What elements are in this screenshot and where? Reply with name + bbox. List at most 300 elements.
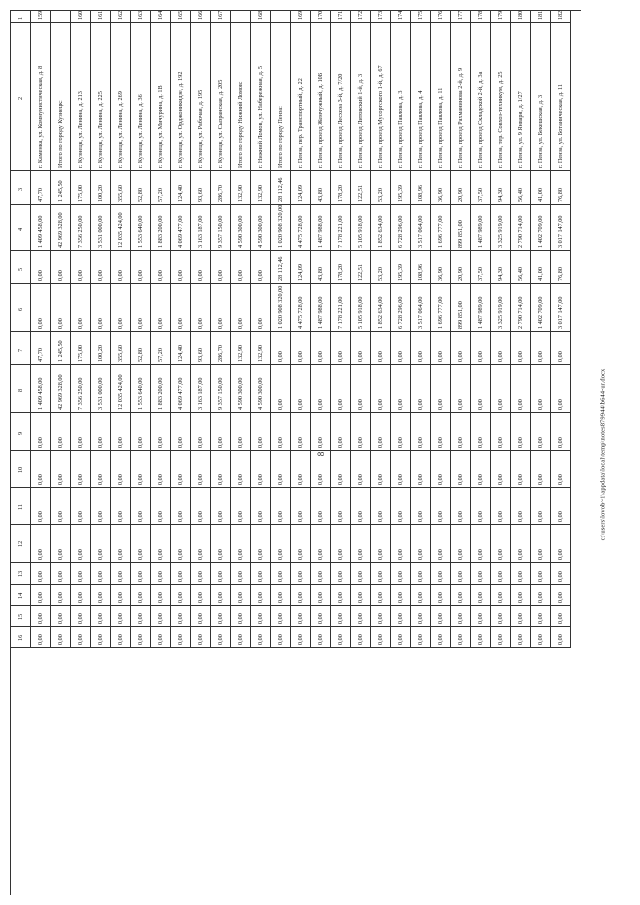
value-cell: 0,00 — [111, 585, 131, 606]
row-number-cell: 179 — [491, 11, 511, 23]
value-cell: 0,00 — [91, 284, 111, 332]
value-cell: 0,00 — [111, 563, 131, 585]
header-cell: 2 — [11, 23, 31, 171]
value-cell: 0,00 — [491, 365, 511, 413]
header-cell: 1 — [11, 11, 31, 23]
value-cell: 0,00 — [431, 365, 451, 413]
value-cell: 0,00 — [291, 585, 311, 606]
row-number-cell: 164 — [151, 11, 171, 23]
value-cell: 1 245,50 — [51, 332, 71, 365]
value-cell: 0,00 — [431, 563, 451, 585]
value-cell: 1 245,50 — [51, 171, 71, 205]
value-cell: 0,00 — [511, 332, 531, 365]
value-cell: 0,00 — [531, 563, 551, 585]
value-cell: 0,00 — [31, 284, 51, 332]
value-cell: 0,00 — [291, 413, 311, 451]
value-cell: 0,00 — [351, 627, 371, 648]
address-cell: г. Пенза, проезд Рахманинова 2-й, д. 9 — [451, 23, 471, 171]
value-cell: 3 325 919,00 — [491, 205, 511, 251]
value-cell: 132,90 — [231, 332, 251, 365]
address-cell: г. Пенза, ул. Ботаническая, д. 11 — [551, 23, 571, 171]
header-cell: 13 — [11, 563, 31, 585]
value-cell: 0,00 — [211, 284, 231, 332]
value-cell: 0,00 — [231, 451, 251, 488]
address-cell: г. Кузнецк, ул. Рабочая, д. 195 — [191, 23, 211, 171]
address-cell: г. Пенза, ул. 9 Января, д. 1/27 — [511, 23, 531, 171]
header-cell: 12 — [11, 525, 31, 563]
value-cell: 0,00 — [551, 627, 571, 648]
value-cell: 1 696 777,00 — [431, 284, 451, 332]
value-cell: 0,00 — [491, 525, 511, 563]
value-cell: 0,00 — [311, 563, 331, 585]
value-cell: 0,00 — [291, 365, 311, 413]
value-cell: 0,00 — [431, 525, 451, 563]
value-cell: 0,00 — [471, 488, 491, 525]
value-cell: 0,00 — [551, 563, 571, 585]
value-cell: 0,00 — [291, 627, 311, 648]
value-cell: 0,00 — [371, 413, 391, 451]
value-cell: 0,00 — [111, 451, 131, 488]
address-cell: г. Кузнецк, ул. Мичурина, д. 1В — [151, 23, 171, 171]
header-cell: 15 — [11, 606, 31, 627]
value-cell: 52,80 — [131, 332, 151, 365]
value-cell: 57,20 — [151, 332, 171, 365]
value-cell: 122,51 — [351, 251, 371, 284]
value-cell: 0,00 — [451, 627, 471, 648]
value-cell: 37,50 — [471, 251, 491, 284]
value-cell: 0,00 — [331, 606, 351, 627]
value-cell: 53,20 — [371, 251, 391, 284]
value-cell: 100,20 — [91, 332, 111, 365]
value-cell: 0,00 — [51, 451, 71, 488]
value-cell: 0,00 — [91, 525, 111, 563]
value-cell: 0,00 — [131, 251, 151, 284]
value-cell: 0,00 — [211, 563, 231, 585]
value-cell: 56,40 — [511, 251, 531, 284]
address-cell: г. Пенза, проезд Павлова, д. 11 — [431, 23, 451, 171]
value-cell: 0,00 — [191, 284, 211, 332]
footer-file-path: c:\users\lovob~1\appdata\local\temp\notes879944\b644-ur.docx — [599, 368, 607, 540]
value-cell: 0,00 — [231, 413, 251, 451]
value-cell: 0,00 — [471, 332, 491, 365]
address-cell: г. Пенза, проезд Павлова, д. 3 — [391, 23, 411, 171]
value-cell: 0,00 — [191, 627, 211, 648]
address-cell: Итого по городу Пенза: — [271, 23, 291, 171]
value-cell: 0,00 — [371, 488, 391, 525]
value-cell: 0,00 — [71, 251, 91, 284]
value-cell: 0,00 — [111, 627, 131, 648]
value-cell: 9 357 150,00 — [211, 205, 231, 251]
value-cell: 0,00 — [111, 284, 131, 332]
row-number-cell: 170 — [311, 11, 331, 23]
value-cell: 1 020 908 320,00 — [271, 205, 291, 251]
value-cell: 0,00 — [311, 585, 331, 606]
value-cell: 0,00 — [91, 563, 111, 585]
value-cell: 0,00 — [531, 585, 551, 606]
value-cell: 124,40 — [171, 332, 191, 365]
value-cell: 0,00 — [531, 525, 551, 563]
value-cell: 0,00 — [191, 563, 211, 585]
value-cell: 0,00 — [331, 585, 351, 606]
value-cell: 108,96 — [411, 251, 431, 284]
value-cell: 0,00 — [291, 525, 311, 563]
value-cell: 93,60 — [191, 171, 211, 205]
value-cell: 0,00 — [231, 606, 251, 627]
value-cell: 0,00 — [391, 488, 411, 525]
value-cell: 2 790 714,00 — [511, 284, 531, 332]
value-cell: 0,00 — [511, 563, 531, 585]
value-cell: 0,00 — [151, 585, 171, 606]
value-cell: 132,90 — [251, 332, 271, 365]
address-cell: г. Каменка, ул. Коммунистическая, д. 8 — [31, 23, 51, 171]
value-cell: 1 883 200,00 — [151, 365, 171, 413]
header-cell: 10 — [11, 451, 31, 488]
value-cell: 0,00 — [211, 585, 231, 606]
value-cell: 76,80 — [551, 171, 571, 205]
value-cell: 0,00 — [531, 365, 551, 413]
value-cell: 0,00 — [471, 451, 491, 488]
value-cell: 0,00 — [271, 525, 291, 563]
value-cell: 0,00 — [411, 563, 431, 585]
value-cell: 0,00 — [451, 332, 471, 365]
value-cell: 0,00 — [531, 627, 551, 648]
value-cell: 6 728 296,00 — [391, 284, 411, 332]
value-cell: 0,00 — [371, 585, 391, 606]
header-cell: 16 — [11, 627, 31, 648]
value-cell: 0,00 — [491, 488, 511, 525]
value-cell: 1 852 634,00 — [371, 284, 391, 332]
value-cell: 0,00 — [131, 413, 151, 451]
value-cell: 0,00 — [391, 563, 411, 585]
value-cell: 0,00 — [131, 585, 151, 606]
value-cell: 0,00 — [191, 585, 211, 606]
value-cell: 0,00 — [31, 563, 51, 585]
value-cell: 0,00 — [451, 488, 471, 525]
value-cell: 0,00 — [171, 451, 191, 488]
value-cell: 1 553 640,00 — [131, 365, 151, 413]
value-cell: 195,39 — [391, 251, 411, 284]
value-cell: 0,00 — [191, 451, 211, 488]
value-cell: 0,00 — [511, 365, 531, 413]
value-cell: 0,00 — [471, 563, 491, 585]
value-cell: 0,00 — [451, 585, 471, 606]
value-cell: 0,00 — [391, 332, 411, 365]
value-cell: 0,00 — [311, 365, 331, 413]
value-cell: 0,00 — [391, 606, 411, 627]
value-cell: 0,00 — [411, 332, 431, 365]
value-cell: 3 517 064,00 — [411, 284, 431, 332]
value-cell: 52,80 — [131, 171, 151, 205]
row-number-cell: 166 — [191, 11, 211, 23]
value-cell: 0,00 — [131, 563, 151, 585]
value-cell: 0,00 — [451, 413, 471, 451]
value-cell: 0,00 — [111, 488, 131, 525]
value-cell: 0,00 — [51, 525, 71, 563]
value-cell: 6 728 296,00 — [391, 205, 411, 251]
value-cell: 0,00 — [151, 606, 171, 627]
value-cell: 0,00 — [371, 525, 391, 563]
value-cell: 124,09 — [291, 251, 311, 284]
address-cell: г. Пенза, пер. Транспортный, д. 22 — [291, 23, 311, 171]
header-cell: 3 — [11, 171, 31, 205]
value-cell: 0,00 — [131, 451, 151, 488]
value-cell: 178,20 — [331, 171, 351, 205]
value-cell: 0,00 — [131, 488, 151, 525]
address-cell: г. Пенза, проезд Литовский 1-й, д. 3 — [351, 23, 371, 171]
value-cell: 0,00 — [231, 284, 251, 332]
value-cell: 0,00 — [271, 585, 291, 606]
value-cell: 122,51 — [351, 171, 371, 205]
value-cell: 0,00 — [551, 365, 571, 413]
value-cell: 0,00 — [211, 413, 231, 451]
value-cell: 0,00 — [551, 585, 571, 606]
row-number-cell: 173 — [371, 11, 391, 23]
value-cell: 0,00 — [291, 606, 311, 627]
row-number-cell: 176 — [431, 11, 451, 23]
value-cell: 0,00 — [171, 563, 191, 585]
value-cell: 0,00 — [511, 606, 531, 627]
value-cell: 0,00 — [291, 488, 311, 525]
value-cell: 0,00 — [351, 488, 371, 525]
address-cell: Итого по городу Нижний Ломов: — [231, 23, 251, 171]
value-cell: 4 475 728,00 — [291, 284, 311, 332]
value-cell: 0,00 — [171, 606, 191, 627]
row-number-cell: 177 — [451, 11, 471, 23]
address-cell: г. Пенза, тер. Совхоз-техникум, д. 25 — [491, 23, 511, 171]
value-cell: 0,00 — [471, 627, 491, 648]
value-cell: 0,00 — [251, 284, 271, 332]
header-cell: 11 — [11, 488, 31, 525]
value-cell: 7 178 221,00 — [331, 284, 351, 332]
value-cell: 0,00 — [71, 627, 91, 648]
row-number-cell: 175 — [411, 11, 431, 23]
value-cell: 0,00 — [171, 488, 191, 525]
value-cell: 0,00 — [371, 365, 391, 413]
value-cell: 0,00 — [231, 488, 251, 525]
value-cell: 0,00 — [471, 413, 491, 451]
value-cell: 0,00 — [491, 627, 511, 648]
row-number-cell: 168 — [251, 11, 271, 23]
value-cell: 0,00 — [451, 365, 471, 413]
value-cell: 0,00 — [511, 413, 531, 451]
value-cell: 76,80 — [551, 251, 571, 284]
value-cell: 1 402 709,00 — [531, 205, 551, 251]
value-cell: 7 178 221,00 — [331, 205, 351, 251]
value-cell: 0,00 — [511, 488, 531, 525]
value-cell: 0,00 — [551, 606, 571, 627]
value-cell: 0,00 — [311, 332, 331, 365]
value-cell: 0,00 — [51, 488, 71, 525]
value-cell: 41,00 — [531, 251, 551, 284]
header-cell: 14 — [11, 585, 31, 606]
value-cell: 47,70 — [31, 332, 51, 365]
value-cell: 28 112,46 — [271, 171, 291, 205]
value-cell: 0,00 — [271, 488, 291, 525]
value-cell: 0,00 — [391, 585, 411, 606]
value-cell: 0,00 — [351, 451, 371, 488]
value-cell: 0,00 — [251, 451, 271, 488]
value-cell: 0,00 — [231, 585, 251, 606]
value-cell: 0,00 — [171, 525, 191, 563]
value-cell: 7 356 250,00 — [71, 205, 91, 251]
value-cell: 0,00 — [131, 606, 151, 627]
value-cell: 0,00 — [351, 563, 371, 585]
value-cell: 0,00 — [311, 525, 331, 563]
value-cell: 0,00 — [31, 585, 51, 606]
row-number-cell: 162 — [111, 11, 131, 23]
value-cell: 1 852 634,00 — [371, 205, 391, 251]
value-cell: 0,00 — [111, 251, 131, 284]
value-cell: 100,20 — [91, 171, 111, 205]
value-cell: 9 357 150,00 — [211, 365, 231, 413]
value-cell: 0,00 — [31, 627, 51, 648]
value-cell: 0,00 — [551, 413, 571, 451]
value-cell: 0,00 — [531, 451, 551, 488]
value-cell: 0,00 — [531, 332, 551, 365]
address-cell: г. Кузнецк, ул. Ленина, д. 36 — [131, 23, 151, 171]
value-cell: 0,00 — [271, 413, 291, 451]
value-cell: 94,30 — [491, 251, 511, 284]
value-cell: 4 069 477,00 — [171, 205, 191, 251]
value-cell: 0,00 — [211, 451, 231, 488]
value-cell: 4 590 300,00 — [251, 365, 271, 413]
value-cell: 286,70 — [211, 332, 231, 365]
value-cell: 0,00 — [51, 251, 71, 284]
data-table — [10, 10, 581, 895]
header-cell: 8 — [11, 365, 31, 413]
value-cell: 124,40 — [171, 171, 191, 205]
value-cell: 56,40 — [511, 171, 531, 205]
value-cell: 4 590 300,00 — [231, 205, 251, 251]
value-cell: 0,00 — [491, 413, 511, 451]
value-cell: 1 487 988,00 — [311, 205, 331, 251]
value-cell: 0,00 — [491, 332, 511, 365]
value-cell: 0,00 — [331, 332, 351, 365]
value-cell: 0,00 — [51, 284, 71, 332]
value-cell: 0,00 — [31, 413, 51, 451]
value-cell: 0,00 — [171, 627, 191, 648]
value-cell: 0,00 — [91, 451, 111, 488]
value-cell: 0,00 — [271, 332, 291, 365]
value-cell: 0,00 — [551, 332, 571, 365]
value-cell: 0,00 — [191, 606, 211, 627]
value-cell: 53,20 — [371, 171, 391, 205]
value-cell: 132,90 — [231, 171, 251, 205]
value-cell: 0,00 — [191, 251, 211, 284]
value-cell: 0,00 — [151, 413, 171, 451]
value-cell: 0,00 — [171, 585, 191, 606]
value-cell: 0,00 — [251, 251, 271, 284]
value-cell: 0,00 — [431, 413, 451, 451]
value-cell: 47,70 — [31, 171, 51, 205]
value-cell: 3 531 000,00 — [91, 365, 111, 413]
value-cell: 0,00 — [251, 585, 271, 606]
row-number-cell: 180 — [511, 11, 531, 23]
value-cell: 0,00 — [31, 451, 51, 488]
row-number-cell: 181 — [531, 11, 551, 23]
value-cell: 0,00 — [191, 488, 211, 525]
value-cell: 0,00 — [411, 413, 431, 451]
value-cell: 0,00 — [71, 606, 91, 627]
row-number-cell: 163 — [131, 11, 151, 23]
value-cell: 0,00 — [331, 365, 351, 413]
row-number-cell — [271, 11, 291, 23]
value-cell: 0,00 — [431, 627, 451, 648]
value-cell: 0,00 — [451, 563, 471, 585]
value-cell: 0,00 — [231, 525, 251, 563]
value-cell: 1 487 989,00 — [471, 284, 491, 332]
value-cell: 0,00 — [211, 627, 231, 648]
value-cell: 0,00 — [91, 488, 111, 525]
value-cell: 0,00 — [211, 488, 231, 525]
value-cell: 0,00 — [251, 525, 271, 563]
value-cell: 175,00 — [71, 171, 91, 205]
value-cell: 43,80 — [311, 171, 331, 205]
value-cell: 1 020 908 320,00 — [271, 284, 291, 332]
value-cell: 37,50 — [471, 171, 491, 205]
value-cell: 0,00 — [291, 332, 311, 365]
value-cell: 0,00 — [491, 606, 511, 627]
value-cell: 0,00 — [311, 413, 331, 451]
value-cell: 0,00 — [31, 606, 51, 627]
value-cell: 1 487 988,00 — [311, 284, 331, 332]
value-cell: 0,00 — [251, 606, 271, 627]
value-cell: 0,00 — [531, 488, 551, 525]
value-cell: 0,00 — [311, 451, 331, 488]
header-cell: 7 — [11, 332, 31, 365]
value-cell: 0,00 — [551, 451, 571, 488]
value-cell: 0,00 — [371, 627, 391, 648]
address-cell: Итого по городу Кузнецк: — [51, 23, 71, 171]
value-cell: 0,00 — [331, 413, 351, 451]
value-cell: 42 969 328,00 — [51, 365, 71, 413]
value-cell: 0,00 — [271, 365, 291, 413]
value-cell: 1 883 200,00 — [151, 205, 171, 251]
value-cell: 355,60 — [111, 332, 131, 365]
value-cell: 0,00 — [371, 563, 391, 585]
value-cell: 0,00 — [451, 525, 471, 563]
value-cell: 0,00 — [131, 525, 151, 563]
value-cell: 0,00 — [411, 525, 431, 563]
address-cell: г. Пенза, проезд Лесхоза 3-й, д. 7/20 — [331, 23, 351, 171]
address-cell: г. Пенза, проезд Мусоргского 1-й, д. 67 — [371, 23, 391, 171]
value-cell: 178,20 — [331, 251, 351, 284]
value-cell: 0,00 — [431, 606, 451, 627]
value-cell: 0,00 — [431, 332, 451, 365]
value-cell: 0,00 — [471, 606, 491, 627]
value-cell: 57,20 — [151, 171, 171, 205]
row-number-cell: 171 — [331, 11, 351, 23]
value-cell: 0,00 — [151, 563, 171, 585]
value-cell: 0,00 — [371, 332, 391, 365]
value-cell: 0,00 — [91, 627, 111, 648]
value-cell: 0,00 — [211, 525, 231, 563]
value-cell: 0,00 — [391, 365, 411, 413]
value-cell: 0,00 — [71, 284, 91, 332]
header-cell: 6 — [11, 284, 31, 332]
value-cell: 36,90 — [431, 171, 451, 205]
value-cell: 0,00 — [391, 525, 411, 563]
value-cell: 0,00 — [311, 606, 331, 627]
value-cell: 5 105 918,00 — [351, 205, 371, 251]
value-cell: 12 035 424,00 — [111, 365, 131, 413]
value-cell: 0,00 — [91, 606, 111, 627]
value-cell: 36,90 — [431, 251, 451, 284]
value-cell: 0,00 — [391, 413, 411, 451]
value-cell: 0,00 — [131, 627, 151, 648]
value-cell: 0,00 — [511, 525, 531, 563]
value-cell: 3 325 919,00 — [491, 284, 511, 332]
